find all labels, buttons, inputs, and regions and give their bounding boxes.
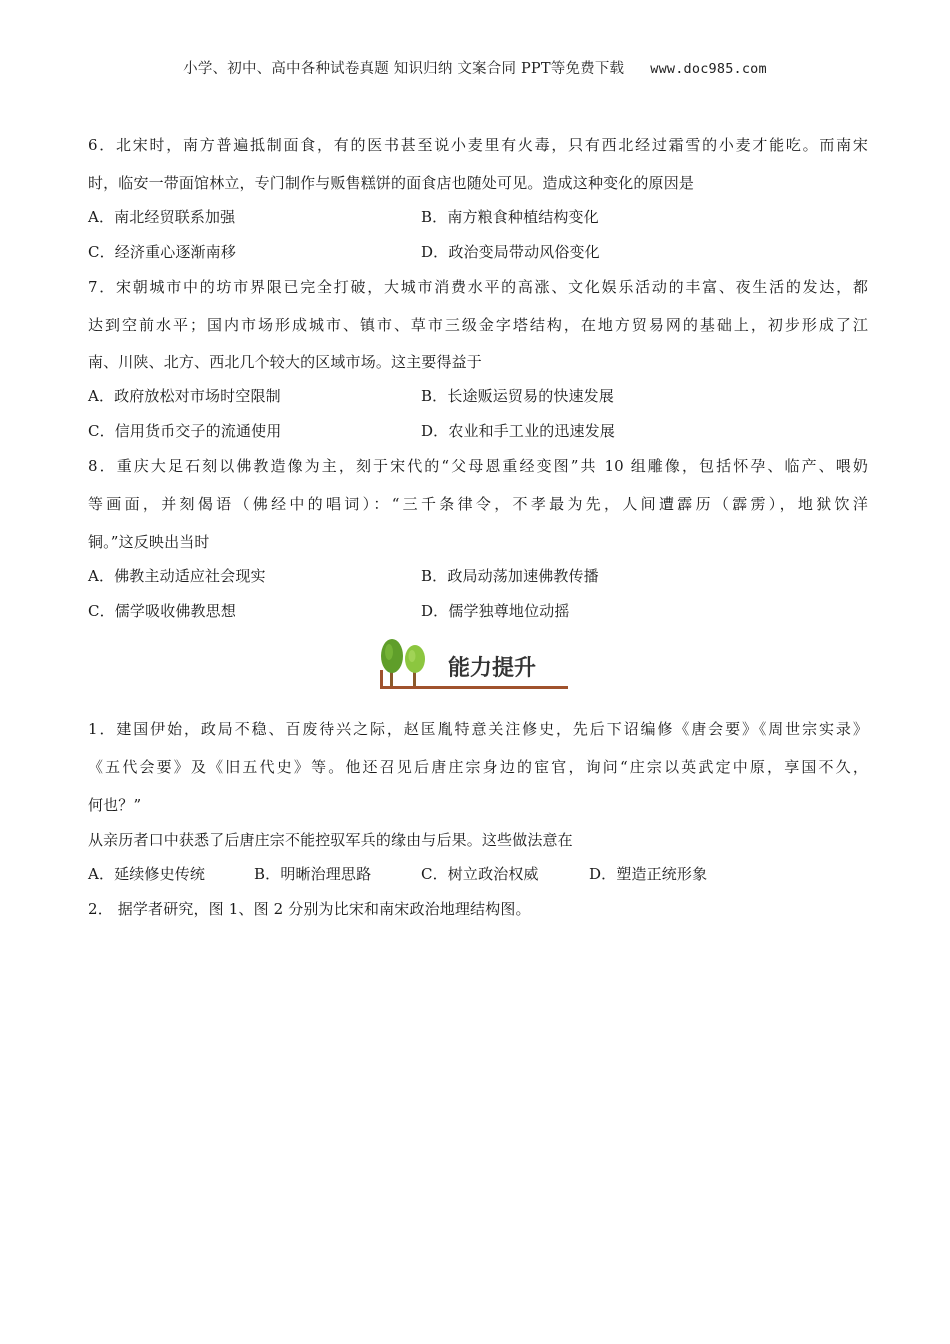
section-banner <box>376 634 572 692</box>
q6-option-d: D．政治变局带动风俗变化 <box>421 243 600 261</box>
page-header <box>0 57 950 78</box>
p1-option-a: A．延续修史传统 <box>88 865 206 883</box>
q7-stem-line-3: 南、川陕、北方、西北几个较大的区域市场。这主要得益于 <box>88 353 482 371</box>
q6-stem-line-1: 6．北宋时，南方普遍抵制面食，有的医书甚至说小麦里有火毒，只有西北经过霜雪的小麦才能吃。而南宋 <box>88 136 868 154</box>
q6-option-a: A．南北经贸联系加强 <box>88 208 236 226</box>
q8-stem-line-3: 铜。”这反映出当时 <box>88 533 210 551</box>
tree-icon <box>376 634 572 692</box>
p1-option-c: C．树立政治权威 <box>421 865 539 883</box>
p1-option-b: B．明晰治理思路 <box>254 865 372 883</box>
q6-stem-line-2: 时，临安一带面馆林立，专门制作与贩售糕饼的面食店也随处可见。造成这种变化的原因是 <box>88 174 695 192</box>
q7-option-d: D．农业和手工业的迅速发展 <box>421 422 615 440</box>
p2-stem-line-1: 2． 据学者研究，图 1、图 2 分别为比宋和南宋政治地理结构图。 <box>88 900 531 918</box>
p1-stem-line-2: 《五代会要》及《旧五代史》等。他还召见后唐庄宗身边的宦官，询问“庄宗以英武定中原，享国不久， <box>88 758 868 776</box>
q7-option-c: C．信用货币交子的流通使用 <box>88 422 282 440</box>
q6-option-b: B．南方粮食种植结构变化 <box>421 208 599 226</box>
p1-stem-line-4: 从亲历者口中获悉了后唐庄宗不能控驭军兵的缘由与后果。这些做法意在 <box>88 831 573 849</box>
section-title: 能力提升 <box>448 656 537 681</box>
q7-option-b: B．长途贩运贸易的快速发展 <box>421 387 614 405</box>
q8-option-c: C．儒学吸收佛教思想 <box>88 602 236 620</box>
header-text: 小学、初中、高中各种试卷真题 知识归纳 文案合同 PPT等免费下载 <box>183 61 625 77</box>
q7-stem-line-2: 达到空前水平；国内市场形成城市、镇市、草市三级金字塔结构，在地方贸易网的基础上，初步形成了江 <box>88 316 868 334</box>
p1-stem-line-1: 1．建国伊始，政局不稳、百废待兴之际，赵匡胤特意关注修史，先后下诏编修《唐会要》《周世宗实录》 <box>88 720 868 738</box>
p1-stem-line-3: 何也？” <box>88 796 142 814</box>
p1-option-d: D．塑造正统形象 <box>589 865 708 883</box>
q8-option-d: D．儒学独尊地位动摇 <box>421 602 570 620</box>
header-url[interactable]: www.doc985.com <box>650 61 767 77</box>
q6-option-c: C．经济重心逐渐南移 <box>88 243 236 261</box>
q8-option-a: A．佛教主动适应社会现实 <box>88 567 266 585</box>
q8-option-b: B．政局动荡加速佛教传播 <box>421 567 599 585</box>
q8-stem-line-1: 8．重庆大足石刻以佛教造像为主，刻于宋代的“父母恩重经变图”共 10 组雕像，包括怀孕、临产、喂奶 <box>88 457 868 475</box>
q7-stem-line-1: 7．宋朝城市中的坊市界限已完全打破，大城市消费水平的高涨、文化娱乐活动的丰富、夜生活的发达，都 <box>88 278 868 296</box>
q7-option-a: A．政府放松对市场时空限制 <box>88 387 281 405</box>
q8-stem-line-2: 等画面，并刻偈语（佛经中的唱词）：“三千条律令，不孝最为先，人间遭霹历（霹雳），地狱饮洋 <box>88 495 868 513</box>
